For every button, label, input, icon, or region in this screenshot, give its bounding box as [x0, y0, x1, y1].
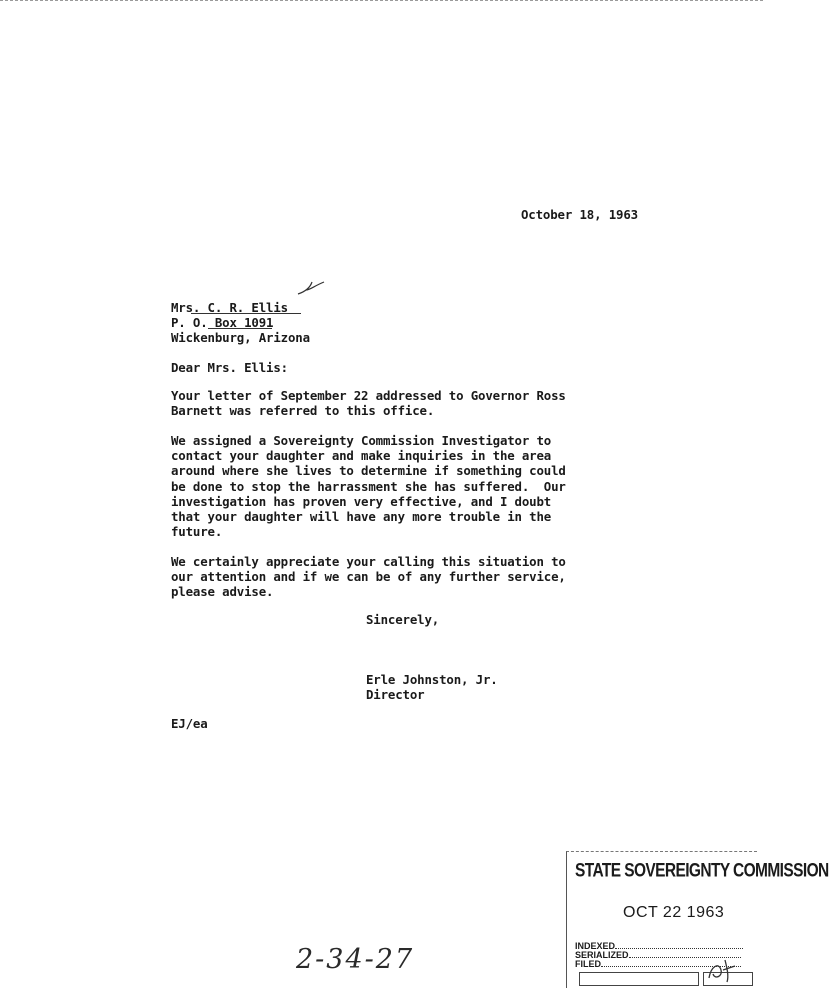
- stamp-field-indexed: INDEXED: [575, 941, 616, 951]
- recipient-address: [171, 300, 310, 346]
- paragraph-line: contact your daughter and make inquiries in the area: [171, 448, 552, 464]
- handwritten-file-number: 2-34-27: [296, 944, 415, 975]
- address-underline: [191, 313, 301, 314]
- stamp-field-dots: [615, 941, 743, 949]
- signature-block: [366, 672, 498, 702]
- paragraph-line: please advise.: [171, 584, 274, 600]
- paragraph-line: that your daughter will have any more trouble in the: [171, 509, 552, 525]
- scan-edge-line: [0, 0, 763, 6]
- stamp-box: [579, 972, 699, 986]
- address-line: Wickenburg, Arizona: [171, 330, 310, 346]
- signer-title: Director: [366, 687, 425, 703]
- stamp-date: OCT 22 1963: [623, 904, 725, 921]
- stamp-field-serialized: SERIALIZED: [575, 950, 629, 960]
- stamp-handwritten-initials: [705, 956, 745, 984]
- paragraph-line: We assigned a Sovereignty Commission Investigator to: [171, 433, 552, 448]
- typist-initials: EJ/ea: [171, 716, 208, 731]
- paragraph-line: We certainly appreciate your calling this situation to: [171, 554, 566, 569]
- paragraph-line: our attention and if we can be of any further service,: [171, 569, 566, 585]
- salutation: Dear Mrs. Ellis:: [171, 360, 288, 375]
- paragraph-line: around where she lives to determine if something could: [171, 463, 566, 479]
- handwritten-check-mark: [296, 278, 326, 298]
- stamp-field-filed: FILED: [575, 959, 601, 969]
- closing: Sincerely,: [366, 612, 440, 627]
- address-underline: [208, 328, 272, 329]
- paragraph-line: be done to stop the harrassment she has suffered. Our: [171, 478, 566, 494]
- stamp-title: STATE SOVEREIGNTY COMMISSION: [575, 860, 829, 882]
- signer-name: Erle Johnston, Jr.: [366, 672, 498, 687]
- address-line: Mrs. C. R. Ellis: [171, 300, 288, 315]
- paragraph-1: [171, 388, 566, 418]
- letter-date: October 18, 1963: [521, 207, 638, 222]
- commission-received-stamp: [566, 851, 829, 988]
- paragraph-3: [171, 554, 566, 600]
- paragraph-line: Barnett was referred to this office.: [171, 403, 435, 419]
- address-line: P. O. Box 1091: [171, 315, 274, 331]
- paragraph-line: Your letter of September 22 addressed to Governor Ross: [171, 388, 566, 403]
- paragraph-line: investigation has proven very effective, and I doubt: [171, 493, 552, 509]
- paragraph-line: future.: [171, 524, 223, 540]
- paragraph-2: [171, 433, 566, 539]
